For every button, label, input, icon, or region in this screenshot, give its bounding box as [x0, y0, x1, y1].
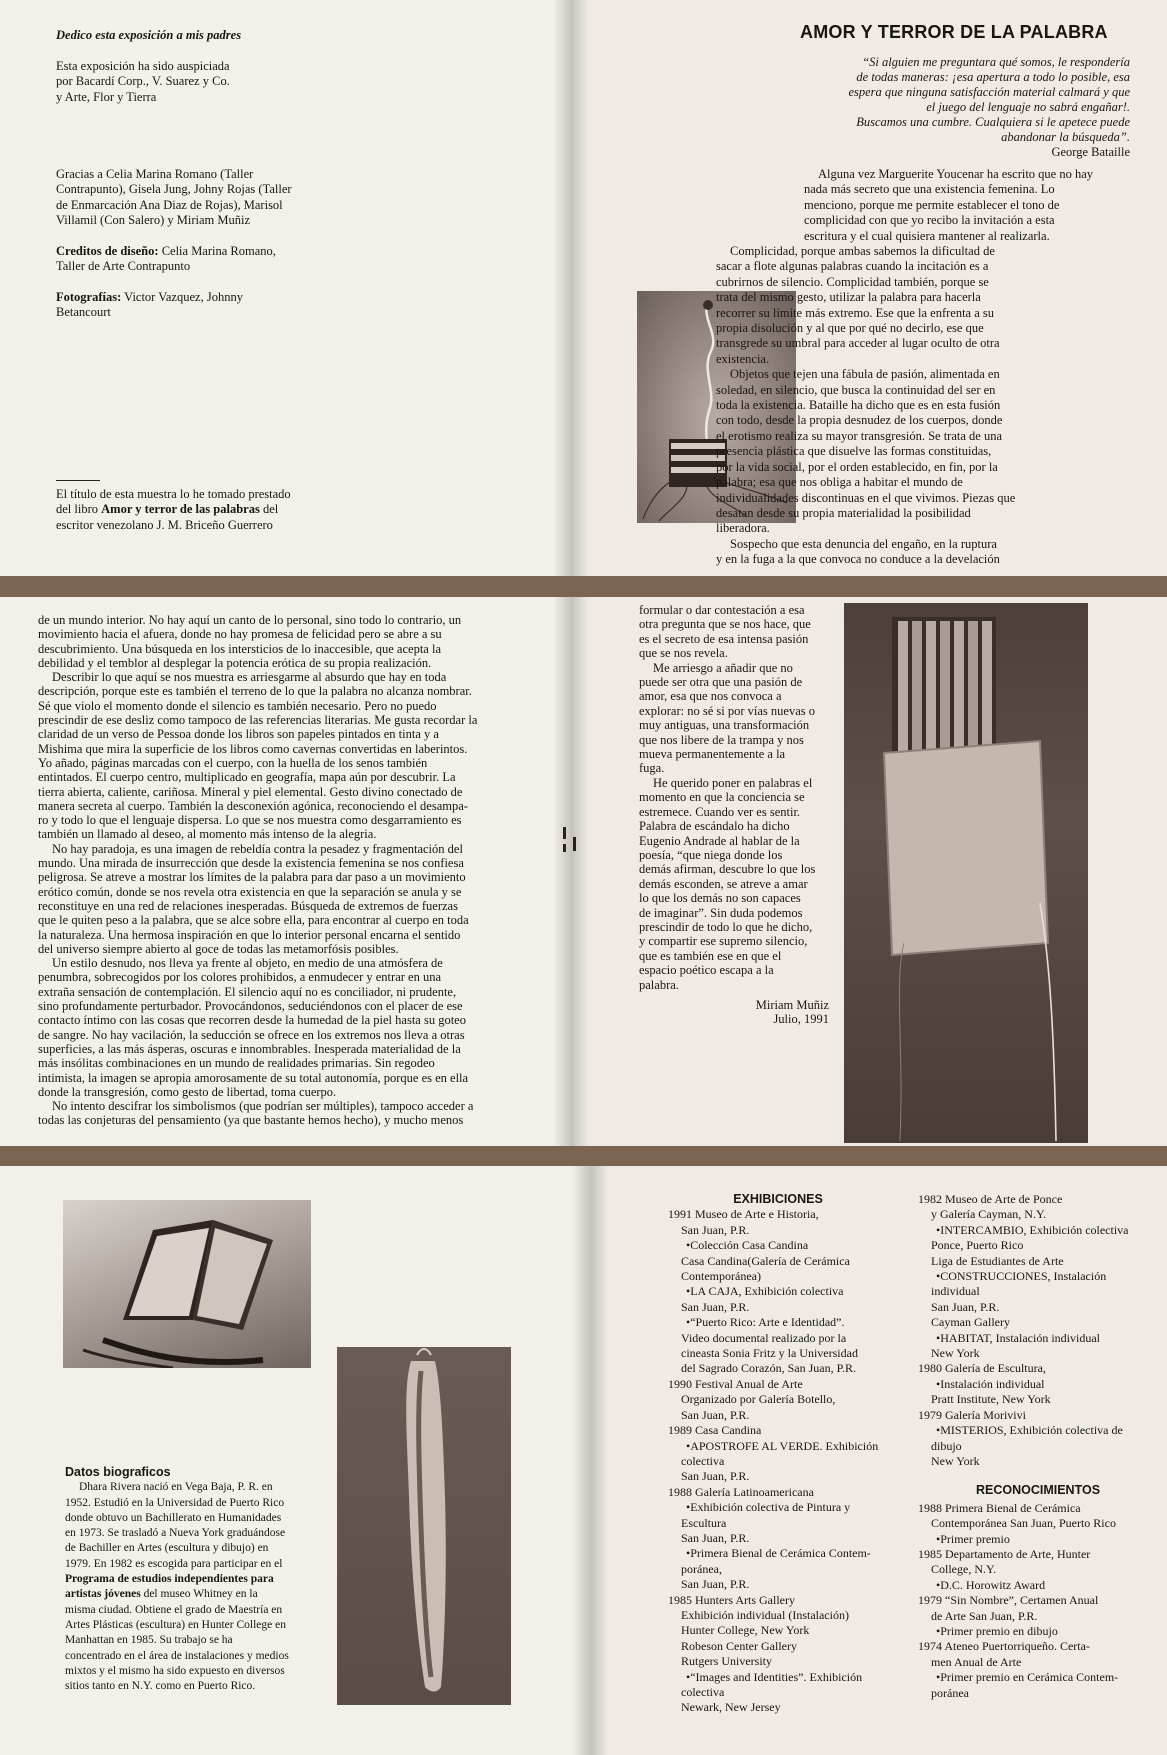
text-line: es el secreto de esa intensa pasión	[639, 631, 809, 646]
text-line: recorrer su límite más extremo. Ese que la enfrenta a su	[716, 305, 995, 320]
dedication: Dedico esta exposición a mis padres	[56, 28, 242, 42]
text-line: transgrede su umbral para acceder al lugar oculto de otra	[716, 336, 1000, 351]
text-line: fuga.	[639, 761, 665, 776]
page-exhibitions	[590, 1166, 1167, 1755]
exhibition-line: •MISTERIOS, Exhibición colectiva de	[936, 1423, 1123, 1438]
epigraph-line: el juego del lenguaje no sabrá engañar!.	[926, 100, 1130, 114]
text-line: Esta exposición ha sido auspiciada	[56, 59, 230, 73]
exhibition-line: •“Puerto Rico: Arte e Identidad”.	[686, 1315, 845, 1330]
divider	[56, 480, 100, 481]
exhibition-line: San Juan, P.R.	[931, 1299, 1000, 1314]
exhibition-line: San Juan, P.R.	[681, 1469, 750, 1484]
exhibition-line: San Juan, P.R.	[681, 1299, 750, 1314]
text-line: reconstituye en una red de relaciones inesperadas. Búsqueda de extremos de fuerzas	[38, 898, 458, 913]
text-line: intimista, la imagen se apropia amorosamente de su total autonomía, porque es en ella	[38, 1070, 469, 1085]
text-line: sino profundamente perturbador. Provocándonos, seduciéndonos con el placer de ese	[38, 999, 463, 1014]
award-line: •Primer premio en dibujo	[936, 1623, 1058, 1638]
text-line: Contrapunto), Gisela Jung, Johny Rojas (Taller	[56, 182, 292, 197]
text-line: por la vida social, por el orden establecido, en fin, por la	[716, 459, 998, 474]
text-line: Un estilo desnudo, nos lleva ya frente al objeto, en medio de una atmósfera de	[52, 956, 443, 971]
text-line: menciono, porque me permite establecer el tono de	[804, 197, 1060, 212]
text-line: penumbra, sobrecogidos por los colores prohibidos, a enmudecer y entrar en una	[38, 970, 442, 985]
text-line: mixtos y el mismo ha sido expuesto en diversos	[65, 1664, 285, 1677]
text-line: demás afirman, descubre lo que los	[639, 862, 816, 877]
sponsors	[56, 59, 230, 105]
epigraph-author: George Bataille	[1051, 145, 1130, 159]
page-credits	[0, 0, 571, 576]
award-line: •Primer premio en Cerámica Contem-	[936, 1670, 1119, 1685]
exhibition-line: dibujo	[931, 1438, 962, 1453]
text-line: escritura y el cual quisiera mantener al realizarla.	[804, 228, 1050, 243]
text-line: sacar a flote algunas palabras cuando la incitación es a	[716, 259, 989, 274]
text-line: Artes Plásticas (escultura) en Hunter College en	[65, 1618, 286, 1631]
exhibition-line: Contemporánea)	[681, 1269, 761, 1284]
text-line: erótico común, donde se nos revela otra existencia en que la separación se anula y se	[38, 884, 462, 899]
text-line: el erotismo realiza su mayor transgresión. Se trata de una	[716, 428, 1003, 443]
text-line: más insólitas combinaciones en un mundo de realidades primarias. Sin regodeo	[38, 1056, 435, 1071]
exhibition-line: New York	[931, 1453, 980, 1468]
exhibition-line: 1985 Hunters Arts Gallery	[668, 1592, 795, 1607]
text-line: soledad, en silencio, que busca la continuidad del ser en	[716, 382, 996, 397]
award-line: de Arte San Juan, P.R.	[931, 1608, 1038, 1623]
text-line: de un mundo interior. No hay aquí un canto de lo personal, sino todo lo contrario, un	[38, 613, 462, 627]
text-line: ro y todo lo que el lenguaje dispersa. Lo que se nos muestra como desgarramiento es	[38, 813, 462, 828]
exhibition-line: Organizado por Galería Botello,	[681, 1392, 836, 1407]
epigraph-line: Buscamos una cumbre. Cualquiera si le apetece puede	[856, 115, 1130, 129]
text-line: y compartir ese supremo silencio,	[639, 934, 808, 949]
text-line: con todo, desde la propia desnudez de los cuerpos, donde	[716, 413, 1003, 428]
text-line: manera secreta al cuerpo. También la desconexión agónica, reconociendo el desampa-	[38, 798, 468, 813]
photo-credits: Fotografías: Victor Vazquez, Johnny Betancourt	[56, 290, 243, 320]
exhibition-line: •Primera Bienal de Cerámica Contem-	[686, 1546, 871, 1561]
artwork-photo-long-vessel	[337, 1347, 511, 1705]
exhibition-line: San Juan, P.R.	[681, 1407, 750, 1422]
essay-intro	[804, 167, 1144, 244]
award-line: 1985 Departamento de Arte, Hunter	[918, 1546, 1091, 1561]
text-line: lo que los demás no son capaces	[639, 891, 801, 906]
exhibition-line: Liga de Estudiantes de Arte	[931, 1253, 1064, 1268]
award-line: 1979 “Sin Nombre”, Certamen Anual	[918, 1593, 1099, 1608]
text-line: Yo añado, páginas marcadas con el cuerpo, con la huella de los senos también	[38, 755, 428, 770]
exhibition-line: New York	[931, 1346, 980, 1361]
text-line: existencia.	[716, 351, 770, 366]
text-line: amor, esa que nos convoca a	[639, 689, 782, 704]
text-line: formular o dar contestación a esa	[639, 603, 805, 617]
award-line: •D.C. Horowitz Award	[936, 1577, 1046, 1592]
text-line: que nos libere de la trampa y nos	[639, 732, 804, 747]
text-line: prescindir de ese desliz como tampoco de las referencias literarias. Me gusta recordar la	[38, 713, 478, 728]
exhibitions-column-2	[918, 1192, 1158, 1701]
text-line: espacio poético escapa a la	[639, 963, 774, 978]
exhibitions-heading: EXHIBICIONES	[733, 1192, 823, 1206]
text-line: individualidades discontinuas en el que vivimos. Piezas que	[716, 490, 1016, 505]
exhibitions-column-1	[668, 1192, 888, 1716]
exhibition-line: Rutgers University	[681, 1654, 772, 1669]
exhibition-line: Hunter College, New York	[681, 1623, 810, 1638]
essay-body	[38, 613, 558, 1128]
exhibition-line: •CONSTRUCCIONES, Instalación	[936, 1269, 1107, 1284]
text-line: debilidad y el temblor al desplegar la potencia erótica de su propia realización.	[38, 655, 432, 670]
text-line: Gracias a Celia Marina Romano (Taller	[56, 167, 254, 181]
spread-divider	[0, 1146, 1167, 1166]
text-line: concentrado en el área de instalaciones y medios	[65, 1649, 289, 1662]
page-essay-start	[571, 0, 1167, 576]
exhibition-line: •Colección Casa Candina	[686, 1238, 809, 1253]
text-line: Sé que violo el momento donde el silencio es también necesario. Pero no puedo	[38, 698, 437, 713]
award-line: 1988 Primera Bienal de Cerámica	[918, 1500, 1081, 1515]
artwork-photo-clay-box-books	[844, 603, 1088, 1143]
exhibition-line: Casa Candina(Galería de Cerámica	[681, 1253, 850, 1268]
exhibition-line: Cayman Gallery	[931, 1315, 1010, 1330]
text-line: que le quiten peso a la palabra, que se alce sobre ella, para encontrar al cuerpo en toda	[38, 913, 469, 928]
exhibition-line: Ponce, Puerto Rico	[931, 1238, 1024, 1253]
award-line: Contemporánea San Juan, Puerto Rico	[931, 1516, 1116, 1531]
epigraph-line: espera que ninguna satisfacción material calmará y que	[848, 85, 1130, 99]
text-line: peligrosa. Se atreve a mostrar los límites de la palabra para dar paso a un movimiento	[38, 870, 466, 885]
exhibition-line: colectiva	[681, 1453, 725, 1468]
exhibition-line: 1979 Galería Morivivi	[918, 1407, 1026, 1422]
exhibition-line: Newark, New Jersey	[681, 1700, 781, 1715]
text-line: donde obtuvo un Bachillerato en Humanidades	[65, 1511, 282, 1524]
text-line: entintados. El cuerpo centro, multiplicado en geografía, mapa aún por descubrir. La	[38, 770, 456, 785]
text-line: Eugenio Andrade al hablar de la	[639, 833, 800, 848]
signature-date: Julio, 1991	[773, 1012, 829, 1027]
award-line: •Primer premio	[936, 1531, 1010, 1546]
exhibition-line: San Juan, P.R.	[681, 1530, 750, 1545]
exhibition-line: y Galería Cayman, N.Y.	[931, 1207, 1047, 1222]
exhibition-line: 1982 Museo de Arte de Ponce	[918, 1192, 1063, 1206]
text-line: 1979. En 1982 es escogida para participar en el	[65, 1557, 283, 1570]
text-line: Manhattan en 1985. Su trabajo se ha	[65, 1634, 233, 1647]
text-line: Describir lo que aquí se nos muestra es arriesgarme al absurdo que hay en toda	[52, 670, 447, 685]
text-line: trata del mismo gesto, utilizar la palabra para hacerla	[716, 290, 981, 305]
text-line: palabra; esa que nos obliga a habitar el mundo de	[716, 475, 963, 490]
exhibition-line: •Instalación individual	[936, 1376, 1045, 1391]
text-line: contacto íntimo con las cosas que recorren desde la humedad de la piel hasta su goteo	[38, 1013, 466, 1028]
text-line: todas las conjeturas del pensamiento (ya que bastante hemos hecho), y mucho menos	[38, 1113, 464, 1128]
exhibition-line: 1991 Museo de Arte e Historia,	[668, 1207, 819, 1222]
epigraph	[770, 55, 1130, 160]
text-line: No hay paradoja, es una imagen de rebeldía contra la pesadez y fragmentación del	[52, 841, 463, 856]
exhibition-line: •Exhibición colectiva de Pintura y	[686, 1500, 851, 1515]
page-essay-continued	[0, 597, 571, 1146]
thanks	[56, 167, 292, 229]
exhibition-line: •INTERCAMBIO, Exhibición colectiva	[936, 1222, 1129, 1237]
text-line: y en la fuga a la que convoca no conduce a la develación	[716, 552, 1000, 567]
text-line: y Arte, Flor y Tierra	[56, 89, 157, 104]
page-biography	[0, 1166, 590, 1755]
essay-closing	[639, 603, 829, 1027]
exhibition-line: colectiva	[681, 1685, 725, 1699]
text-line: estremece. Cuando ver es sentir.	[639, 804, 801, 819]
exhibition-line: •LA CAJA, Exhibición colectiva	[686, 1284, 844, 1299]
text-line: puede ser otra que una pasión de	[639, 675, 803, 690]
text-line: cubrirnos de silencio. Complicidad también, porque se	[716, 274, 989, 289]
award-line: men Anual de Arte	[931, 1654, 1022, 1669]
text-line: propia disolución y al que por qué no decirlo, ese que	[716, 321, 984, 336]
text-line: 1952. Estudió en la Universidad de Puerto Rico	[65, 1496, 285, 1509]
text-line: movimiento hacia el afuera, donde no hay promesa de felicidad pero se abre a su	[38, 627, 442, 642]
exhibition-line: Video documental realizado por la	[681, 1330, 847, 1345]
exhibition-line: del Sagrado Corazón, San Juan, P.R.	[681, 1361, 856, 1376]
awards-heading: RECONOCIMIENTOS	[975, 1483, 1101, 1498]
text-line: momento en que la conciencia se	[639, 790, 805, 805]
text-line: nada más secreto que una existencia femenina. Lo	[804, 182, 1055, 197]
design-credits: Creditos de diseño: Celia Marina Romano, Taller de Arte Contrapunto	[56, 244, 276, 274]
title-note: El título de esta muestra lo he tomado prestado del libro Amor y terror de las palabras del escritor venezolano J. M. Briceño Guerrero	[56, 487, 291, 532]
text-line: complicidad con que yo recibo la invitación a esta	[804, 213, 1055, 228]
text-line: en 1973. Se trasladó a Nueva York graduándose	[65, 1527, 286, 1540]
text-line: tierra abierta, caliente, cariñosa. Mineral y piel elemental. Gesto divino conectado de	[38, 784, 463, 799]
exhibition-line: poránea,	[681, 1561, 722, 1576]
epigraph-line: “Si alguien me preguntara qué somos, le respondería	[862, 55, 1130, 69]
artwork-photo-open-book	[63, 1200, 311, 1368]
text-line: No intento descifrar los simbolismos (que podrían ser múltiples), tampoco acceder a	[52, 1099, 474, 1114]
signature-name: Miriam Muñiz	[755, 997, 829, 1012]
exhibition-line: •APOSTROFE AL VERDE. Exhibición	[686, 1438, 879, 1453]
text-line: Dhara Rivera nació en Vega Baja, P. R. en	[79, 1481, 273, 1494]
text-line: claridad de un verso de Pessoa donde los libros son papeles pintados en tinta y a	[38, 727, 439, 742]
text-line: explorar: no sé si por vías nuevas o	[639, 703, 816, 718]
text-line: Sospecho que esta denuncia del engaño, en la ruptura	[730, 536, 997, 551]
text-line: de imaginar”. Sin duda podemos	[639, 905, 803, 920]
text-line: la naturaleza. Una hermosa inspiración en que lo interior personal encarna el sentido	[38, 927, 461, 942]
epigraph-line: abandonar la búsqueda”.	[1001, 130, 1130, 144]
text-line: muy antiguas, una transformación	[639, 718, 810, 733]
text-line: que se nos revela.	[639, 646, 728, 661]
exhibition-line: Exhibición individual (Instalación)	[681, 1607, 849, 1622]
award-line: 1974 Ateneo Puertorriqueño. Certa-	[918, 1639, 1090, 1654]
text-line: demás esconden, se atreve a amar	[639, 876, 808, 891]
spread-divider	[0, 575, 1167, 597]
text-line: de Enmarcación Ana Diaz de Rojas), Marisol	[56, 197, 283, 212]
text-line: de sangre. No hay vacilación, la seducción se ofrece en los extremos nos lleva a otras	[38, 1027, 465, 1042]
text-line: Alguna vez Marguerite Youcenar ha escrito que no hay	[818, 167, 1094, 181]
text-line: He querido poner en palabras el	[653, 775, 813, 790]
epigraph-line: de todas maneras: ¡esa apertura a todo lo posible, esa	[856, 70, 1130, 84]
text-line: desatan desde su propia materialidad la posibilidad	[716, 505, 971, 520]
text-line: sitios tanto en N.Y. como en Puerto Rico.	[65, 1680, 256, 1693]
text-line: que es también ese en que el	[639, 948, 782, 963]
text-line: Mishima que mira la superficie de los libros como cavernas convertidas en laberintos.	[38, 741, 468, 756]
page-essay-end	[571, 597, 1167, 1146]
text-line: liberadora.	[716, 521, 770, 536]
text-line: Me arriesgo a añadir que no	[653, 660, 793, 675]
biography: Datos biograficos Dhara Rivera nació en Vega Baja, P. R. en 1952. Estudió en la Universidad de Puerto Rico donde obtuvo un Bachillerato en Humanidades en 1973. Se trasladó a Nueva York graduándose de Bachiller en Artes (escultura y dibujo) en 1979. En 1982 es escogida para participar en el Programa de estudios independientes para artistas jóvenes del museo Whitney en la misma ciudad. Obtiene el grado de Maestría en Artes Plásticas (escultura) en Hunter College en Manhattan en 1985. Su trabajo se ha concentrado en el área de instalaciones y medios mixtos y el mismo ha sido expuesto en diversos sitios tanto en N.Y. como en Puerto Rico.	[65, 1465, 303, 1694]
text-line: Palabra de escándalo ha dicho	[639, 819, 790, 834]
text-line: superficies, a las más ásperas, oscuras e innombrables. Inesperada materialidad de la	[38, 1041, 461, 1056]
exhibition-line: San Juan, P.R.	[681, 1577, 750, 1592]
text-line: extraña sensación de contemplación. El silencio aquí no es conciliador, ni prudente,	[38, 984, 457, 999]
text-line: mundo. Una mirada de insurrección que desde la existencia femenina se nos confiesa	[38, 856, 464, 871]
text-line: otra pregunta que se nos hace, que	[639, 617, 811, 632]
text-line: mueva permanentemente a la	[639, 747, 786, 762]
award-line: College, N.Y.	[931, 1562, 997, 1577]
text-line: donde la transgresión, como gesto de libertad, toma cuerpo.	[38, 1084, 337, 1099]
text-line: misma ciudad. Obtiene el grado de Maestría en	[65, 1603, 283, 1616]
text-line: también un llamado al deseo, al momento más intenso de la alegria.	[38, 827, 377, 842]
text-line: toda la existencia. Bataille ha dicho que es en esta fusión	[716, 398, 1001, 413]
text-line: prescindir de todo lo que he dicho,	[639, 919, 813, 934]
exhibition-line: individual	[931, 1284, 980, 1299]
exhibition-line: cineasta Sonia Fritz y la Universidad	[681, 1346, 858, 1361]
biography-heading: Datos biograficos	[65, 1465, 171, 1479]
text-line: descripción, porque este es también el terreno de lo que la palabra no alcanza nombrar.	[38, 684, 472, 699]
exhibition-line: Robeson Center Gallery	[681, 1638, 797, 1653]
text-line: palabra.	[639, 977, 679, 992]
award-line: poránea	[931, 1685, 969, 1700]
page-title: AMOR Y TERROR DE LA PALABRA	[800, 22, 1108, 42]
text-line: descubrimiento. Una búsqueda en los intersticios de lo inaccesible, que acepta la	[38, 641, 441, 656]
text-line: del universo siempre abierto al goce de todas las metamorfósis posibles.	[38, 941, 399, 956]
exhibition-line: 1990 Festival Anual de Arte	[668, 1376, 803, 1391]
essay-column	[716, 244, 1144, 568]
text-line: de Bachiller en Artes (escultura y dibujo) en	[65, 1542, 269, 1555]
text-line: presencia plástica que disuelve las formas constituidas,	[716, 444, 992, 459]
exhibition-line: 1980 Galería de Escultura,	[918, 1361, 1046, 1376]
text-line: Complicidad, porque ambas sabemos la dificultad de	[730, 244, 995, 258]
text-line: Objetos que tejen una fábula de pasión, alimentada en	[730, 367, 1000, 382]
exhibition-line: Pratt Institute, New York	[931, 1392, 1051, 1407]
exhibition-line: Escultura	[681, 1515, 727, 1530]
text-line: Villamil (Con Salero) y Miriam Muñiz	[56, 213, 251, 228]
exhibition-line: •HABITAT, Instalación individual	[936, 1330, 1100, 1345]
text-line: poesía, “que niega donde los	[639, 847, 783, 862]
exhibition-line: 1989 Casa Candina	[668, 1423, 762, 1438]
exhibition-line: San Juan, P.R.	[681, 1222, 750, 1237]
text-line: por Bacardí Corp., V. Suarez y Co.	[56, 74, 230, 89]
exhibition-line: 1988 Galería Latinoamericana	[668, 1484, 814, 1499]
exhibition-line: •“Images and Identities”. Exhibición	[686, 1669, 863, 1684]
